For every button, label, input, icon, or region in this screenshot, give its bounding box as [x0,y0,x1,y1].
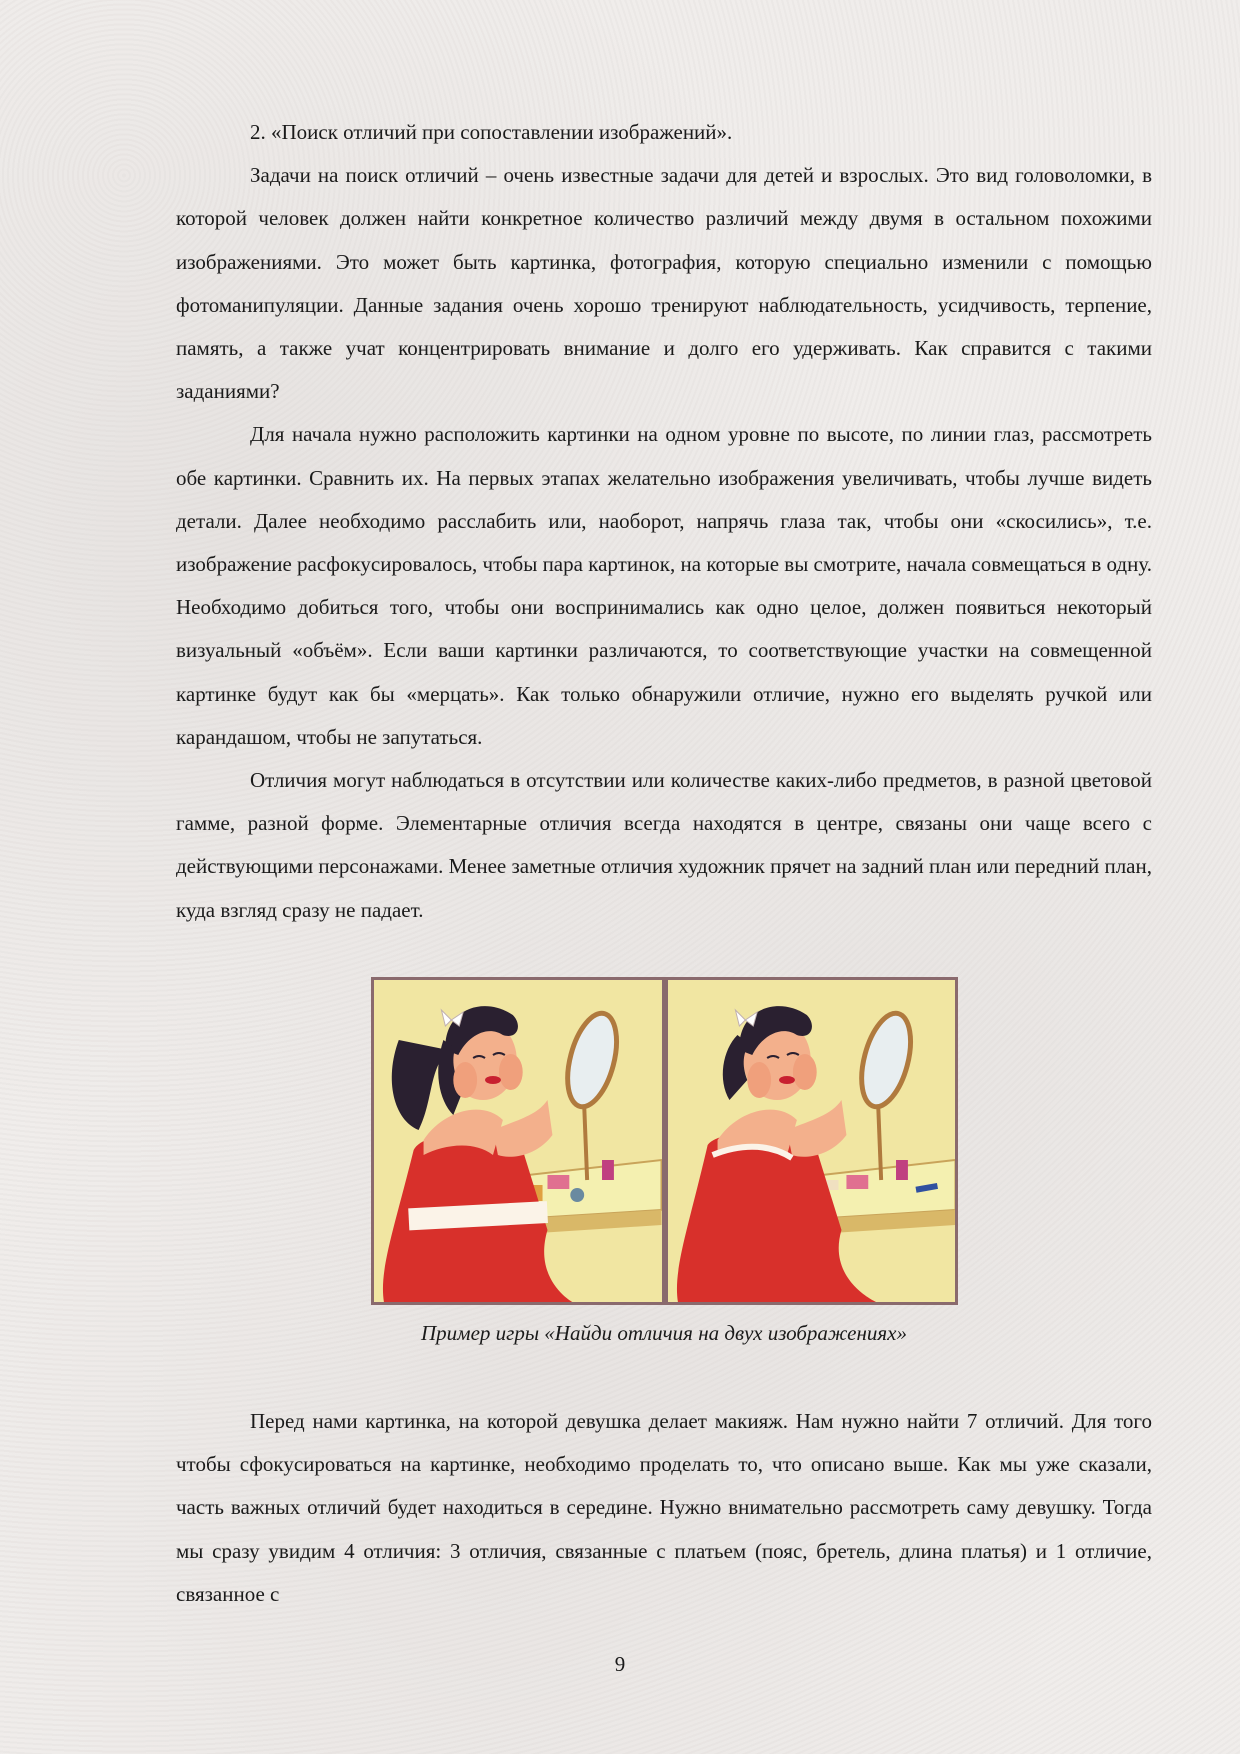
paragraph: Перед нами картинка, на которой девушка делает макияж. Нам нужно найти 7 отличий. Для того чтобы сфокусироваться на картинке, необходимо проделать то, что описано выше. Как мы уже сказали, часть важных отличий будет находиться в середине. Нужно внимательно рассмотреть саму девушку. Тогда мы сразу увидим 4 отличия: 3 отличия, связанные с платьем (пояс, бретель, длина платья) и 1 отличие, связанное с [176,1409,1152,1606]
paragraph: Для начала нужно расположить картинки на одном уровне по высоте, по линии глаз, рассмотреть обе картинки. Сравнить их. На первых этапах желательно изображения увеличивать, чтобы лучше видеть детали. Далее необходимо расслабить или, наоборот, напрячь глаза так, чтобы они «скосились», т.е. изображение расфокусировалось, чтобы пара картинок, на которые вы смотрите, начала совмещаться в одну. Необходимо добиться того, чтобы они воспринимались как одно целое, должен появиться некоторый визуальный «объём». Если ваши картинки различаются, то соответствующие участки на совмещенной картинке будут как бы «мерцать». Как только обнаружили отличие, нужно его выделять ручкой или карандашом, чтобы не запутаться. [176,422,1152,749]
illustration-left [374,980,662,1302]
paragraph: Отличия могут наблюдаться в отсутствии или количестве каких-либо предметов, в разной цветовой гамме, разной форме. Элементарные отличия всегда находятся в центре, связаны они чаще всего с действующими персонажами. Менее заметные отличия художник прячет на задний план или передний план, куда взгляд сразу не падает. [176,768,1152,922]
makeup-girl-illustration-right [668,980,956,1302]
paragraph: Задачи на поиск отличий – очень известные задачи для детей и взрослых. Это вид головоломки, в которой человек должен найти конкретное количество различий между двумя в остальном похожими изображениями. Это может быть картинка, фотография, которую специально изменили с помощью фотоманипуляции. Данные задания очень хорошо тренируют наблюдательность, усидчивость, терпение, память, а также учат концентрировать внимание и долго его удерживать. Как справится с такими заданиями? [176,163,1152,404]
spot-the-difference-figure [371,977,958,1305]
page-number: 9 [614,1652,626,1676]
illustration-right [668,980,956,1302]
makeup-girl-illustration-left [374,980,662,1302]
text-block-top [176,111,1152,932]
section-heading: 2. «Поиск отличий при сопоставлении изображений». [250,120,733,144]
text-block-bottom [176,1400,1152,1616]
figure-caption: Пример игры «Найди отличия на двух изображениях» [421,1321,907,1345]
